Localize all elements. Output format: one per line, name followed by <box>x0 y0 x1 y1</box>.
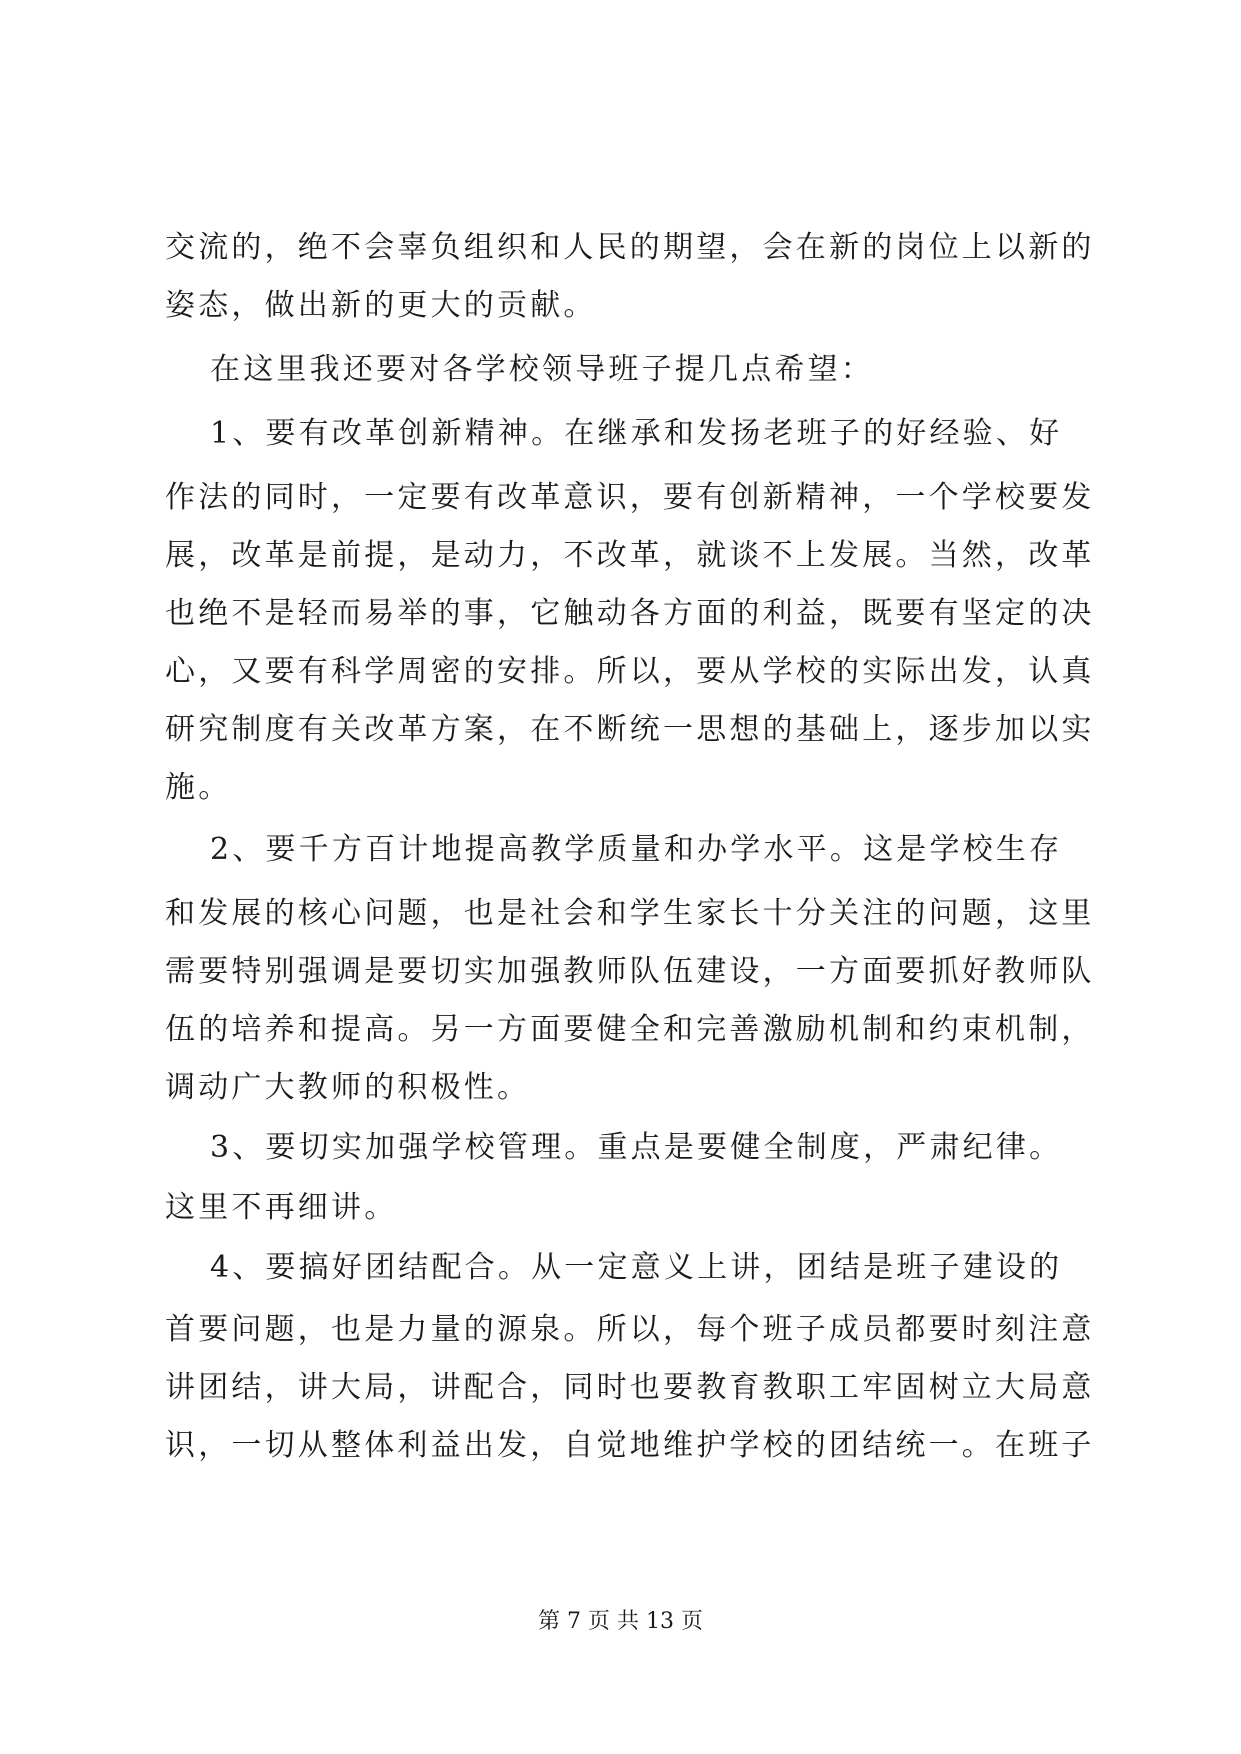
text-line: 需要特别强调是要切实加强教师队伍建设，一方面要抓好教师队 <box>165 954 1095 989</box>
text-line: 讲团结，讲大局，讲配合，同时也要教育教职工牢固树立大局意 <box>165 1370 1095 1405</box>
text-line: 施。 <box>165 770 232 805</box>
paragraph-start-line: 3、要切实加强学校管理。重点是要健全制度，严肃纪律。 <box>210 1130 1063 1165</box>
paragraph-start-line: 4、要搞好团结配合。从一定意义上讲，团结是班子建设的 <box>210 1250 1063 1285</box>
text-line: 作法的同时，一定要有改革意识，要有创新精神，一个学校要发 <box>165 480 1095 515</box>
paragraph-start-line: 在这里我还要对各学校领导班子提几点希望： <box>210 352 874 387</box>
text-line: 首要问题，也是力量的源泉。所以，每个班子成员都要时刻注意 <box>165 1312 1095 1347</box>
text-line: 研究制度有关改革方案，在不断统一思想的基础上，逐步加以实 <box>165 712 1095 747</box>
text-line: 和发展的核心问题，也是社会和学生家长十分关注的问题，这里 <box>165 896 1095 931</box>
text-line: 展，改革是前提，是动力，不改革，就谈不上发展。当然，改革 <box>165 538 1095 573</box>
paragraph-start-line: 2、要千方百计地提高教学质量和办学水平。这是学校生存 <box>210 832 1063 867</box>
text-line: 这里不再细讲。 <box>165 1190 398 1225</box>
text-line: 调动广大教师的积极性。 <box>165 1070 531 1105</box>
paragraph-start-line: 1、要有改革创新精神。在继承和发扬老班子的好经验、好 <box>210 416 1063 451</box>
text-line: 交流的，绝不会辜负组织和人民的期望，会在新的岗位上以新的 <box>165 230 1095 265</box>
text-line: 心，又要有科学周密的安排。所以，要从学校的实际出发，认真 <box>165 654 1095 689</box>
text-line: 伍的培养和提高。另一方面要健全和完善激励机制和约束机制， <box>165 1012 1095 1047</box>
text-line: 姿态，做出新的更大的贡献。 <box>165 288 597 323</box>
text-line: 也绝不是轻而易举的事，它触动各方面的利益，既要有坚定的决 <box>165 596 1095 631</box>
text-line: 识，一切从整体利益出发，自觉地维护学校的团结统一。在班子 <box>165 1428 1095 1463</box>
page-number-footer: 第 7 页 共 13 页 <box>538 1609 703 1634</box>
